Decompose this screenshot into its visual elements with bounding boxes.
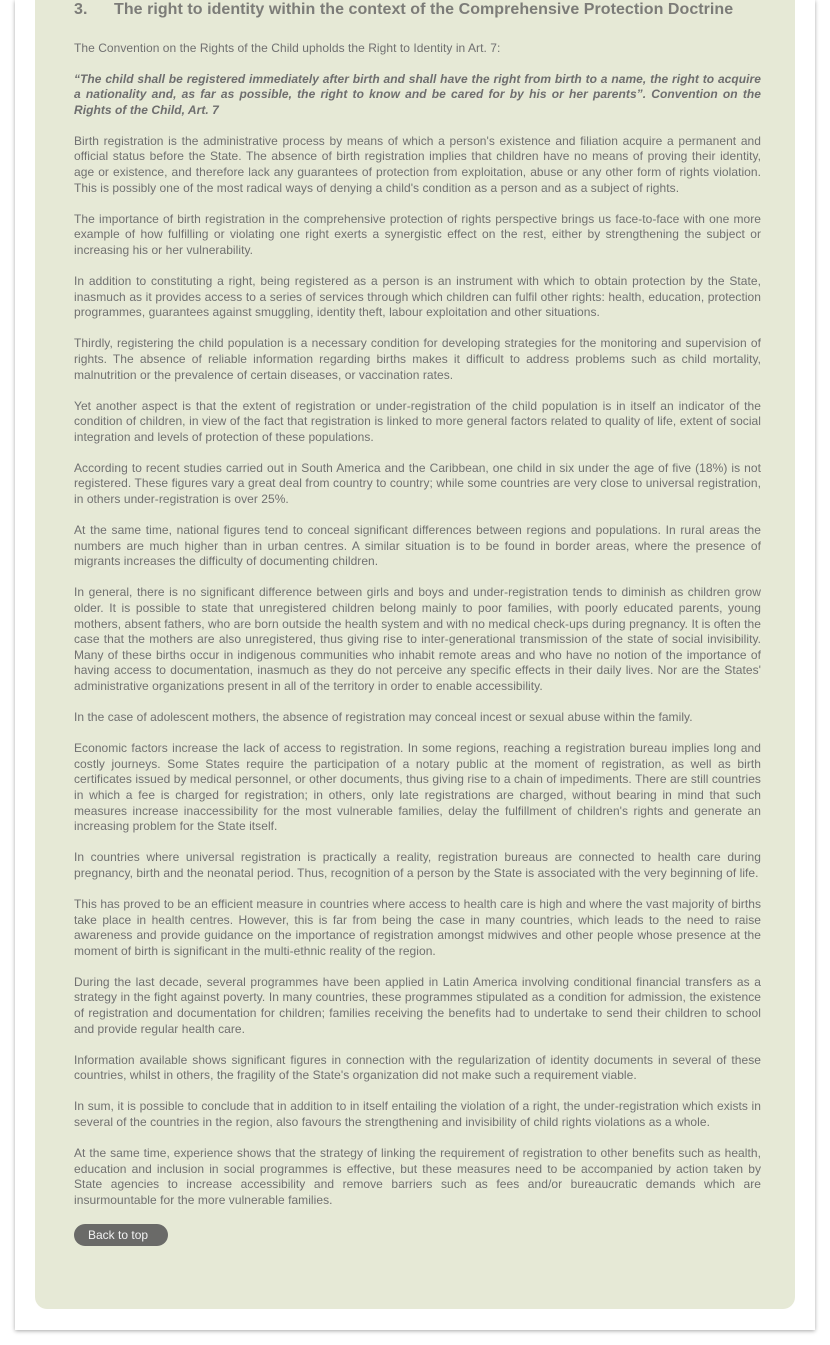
body-paragraph-2: The importance of birth registration in the comprehensive protection of rights perspective brings us face-to-face with one more example of how fulfilling or violating one right exerts a synergistic effect on the rest, either by strengthening the subject or increasing his or her vulnerability.: [74, 211, 761, 257]
content-panel: [35, 0, 795, 1309]
body-paragraph-9: In the case of adolescent mothers, the absence of registration may conceal incest or sexual abuse within the family.: [74, 710, 693, 725]
body-paragraph-10: Economic factors increase the lack of access to registration. In some regions, reaching a registration bureau implies long and costly journeys. Some States require the participation of a notary public at the moment of registration, as well as birth certificates issued by medical personnel, or other documents, thus giving rise to a chain of impediments. There are still countries in which a fee is charged for registration; in others, only late registrations are charged, without bearing in mind that such measures increase inaccessibility for the most vulnerable families, delay the fulfillment of children's rights and generate an increasing problem for the State itself.: [74, 741, 761, 834]
body-paragraph-14: Information available shows significant figures in connection with the regularization of identity documents in several of these countries, whilst in others, the fragility of the State's organization did not make such a requirement viable.: [74, 1052, 761, 1083]
page-frame: [15, 0, 815, 1330]
body-paragraph-12: This has proved to be an efficient measure in countries where access to health care is high and where the vast majority of births take place in health centres. However, this is far from being the case in many countries, which leads to the need to raise awareness and provide guidance on the importance of registration amongst midwives and other people whose presence at the moment of birth is significant in the multi-ethnic reality of the region.: [74, 896, 761, 958]
back-to-top-button[interactable]: Back to top: [74, 1224, 168, 1246]
body-paragraph-6: According to recent studies carried out in South America and the Caribbean, one child in six under the age of five (18%) is not registered. These figures vary a great deal from country to country; while some countries are very close to universal registration, in others under-registration is over 25%.: [74, 460, 761, 507]
section-number: 3.: [74, 1, 88, 18]
section-heading: [74, 0, 761, 19]
body-paragraph-11: In countries where universal registration is practically a reality, registration bureaus are connected to health care during pregnancy, birth and the neonatal period. Thus, recognition of a person by the State is associated with the very beginning of life.: [74, 850, 761, 880]
body-paragraph-5: Yet another aspect is that the extent of registration or under-registration of the child population is in itself an indicator of the condition of children, in view of the fact that registration is linked to more general factors related to quality of life, extent of social integration and levels of protection of these populations.: [74, 398, 761, 444]
body-paragraph-13: During the last decade, several programmes have been applied in Latin America involving conditional financial transfers as a strategy in the fight against poverty. In many countries, these programmes stipulated as a condition for admission, the existence of registration and documentation for children; families receiving the benefits had to undertake to send their children to school and provide regular health care.: [74, 974, 761, 1036]
body-paragraph-8: In general, there is no significant difference between girls and boys and under-registration tends to diminish as children grow older. It is possible to state that unregistered children belong mainly to poor families, with poorly educated parents, young mothers, absent fathers, who are born outside the health system and with no medical check-ups during pregnancy. It is often the case that the mothers are also unregistered, thus giving rise to inter-generational transmission of the state of social invisibility. Many of these births occur in indigenous communities who inhabit remote areas and who have no notion of the importance of having access to documentation, inasmuch as they do not perceive any specific effects in their daily lives. Nor are the States' administrative organizations present in all of the territory in order to enable accessibility.: [74, 585, 761, 693]
body-paragraph-15: In sum, it is possible to conclude that in addition to in itself entailing the violation of a right, the under-registration which exists in several of the countries in the region, also favours the strengthening and invisibility of child rights violations as a whole.: [74, 1099, 761, 1129]
section-title: The right to identity within the context of the Comprehensive Protection Doctrine: [114, 1, 734, 18]
body-paragraph-1: Birth registration is the administrative process by means of which a person's existence and filiation acquire a permanent and official status before the State. The absence of birth registration implies that children have no means of proving their identity, age or existence, and therefore lack any guarantees of protection from exploitation, abuse or any other form of rights violation. This is possibly one of the most radical ways of denying a child's condition as a person and as a subject of rights.: [74, 133, 761, 195]
body-paragraph-3: In addition to constituting a right, being registered as a person is an instrument with which to obtain protection by the State, inasmuch as it provides access to a series of services through which children can fulfil other rights: health, education, protection programmes, guarantees against smuggling, identity theft, labour exploitation and other situations.: [74, 274, 761, 320]
article-content: [74, 0, 761, 1246]
body-paragraph-7: At the same time, national figures tend to conceal significant differences between regions and populations. In rural areas the numbers are much higher than in urban centres. A similar situation is to be found in border areas, where the presence of migrants increases the difficulty of documenting children.: [74, 523, 761, 569]
intro-paragraph: The Convention on the Rights of the Child upholds the Right to Identity in Art. 7:: [74, 41, 501, 55]
body-paragraph-4: Thirdly, registering the child population is a necessary condition for developing strategies for the monitoring and supervision of rights. The absence of reliable information regarding births makes it difficult to address problems such as child mortality, malnutrition or the prevalence of certain diseases, or vaccination rates.: [74, 336, 761, 382]
body-paragraph-16: At the same time, experience shows that the strategy of linking the requirement of registration to other benefits such as health, education and inclusion in social programmes is effective, but these measures need to be accompanied by action taken by State agencies to increase accessibility and remove barriers such as fees and/or bureaucratic demands which are insurmountable for the more vulnerable families.: [74, 1146, 761, 1207]
convention-quote: “The child shall be registered immediately after birth and shall have the right from birth to a name, the right to acquire a nationality and, as far as possible, the right to know and be cared for by his or her parents”. Convention on the Rights of the Child, Art. 7: [74, 71, 761, 117]
